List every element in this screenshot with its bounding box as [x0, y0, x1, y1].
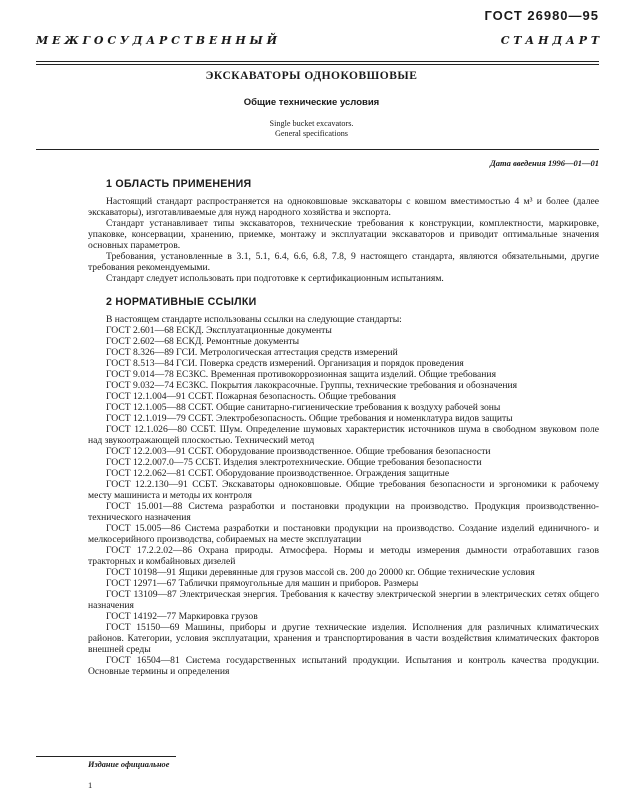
reference-item: ГОСТ 9.014—78 ЕСЗКС. Временная противокоррозионная защита изделий. Общие требования	[106, 369, 496, 380]
section-1-paragraph: Требования, установленные в 3.1, 5.1, 6.4, 6.6, 6.8, 7.8, 9 настоящего стандарта, являются обязательными, другие требования рекомендуемыми.	[88, 251, 599, 273]
reference-item: ГОСТ 12.2.007.0—75 ССБТ. Изделия электротехнические. Общие требования безопасности	[106, 457, 482, 468]
reference-item: ГОСТ 8.326—89 ГСИ. Метрологическая аттестация средств измерений	[106, 347, 398, 358]
reference-item: ГОСТ 12971—67 Таблички прямоугольные для машин и приборов. Размеры	[106, 578, 419, 589]
reference-item: ГОСТ 13109—87 Электрическая энергия. Требования к качеству электрической энергии в электрических сетях общего назначения	[88, 589, 599, 611]
reference-item: ГОСТ 12.1.005—88 ССБТ. Общие санитарно-гигиенические требования к воздуху рабочей зоны	[106, 402, 501, 413]
reference-item: ГОСТ 16504—81 Система государственных испытаний продукции. Испытания и контроль качества продукции. Основные термины и определения	[88, 655, 599, 677]
reference-item: ГОСТ 12.2.130—91 ССБТ. Экскаваторы одноковшовые. Общие требования безопасности и эргономики к рабочему месту машиниста и методы их контроля	[88, 479, 599, 501]
reference-item: ГОСТ 17.2.2.02—86 Охрана природы. Атмосфера. Нормы и методы измерения дымности отработавших газов тракторных и комбайновых дизелей	[88, 545, 599, 567]
reference-item: ГОСТ 12.1.026—80 ССБТ. Шум. Определение шумовых характеристик источников шума в свободном звуковом поле над звукоотражающей плоскостью. Технический метод	[88, 424, 599, 446]
section-1-paragraph: Стандарт следует использовать при подготовке к сертификационным испытаниям.	[106, 273, 444, 284]
subtitle-english: General specifications	[275, 129, 348, 138]
reference-item: ГОСТ 10198—91 Ящики деревянные для грузов массой св. 200 до 20000 кг. Общие технические условия	[106, 567, 535, 578]
section-1-paragraph: Стандарт устанавливает типы экскаваторов, технические требования к конструкции, комплектности, маркировке, упаковке, консервации, хранению, приемке, монтажу и эксплуатации экскаваторов и приводит оптимальные значения основных параметров.	[88, 218, 599, 251]
intro-date: Дата введения 1996—01—01	[489, 158, 599, 168]
title-english: Single bucket excavators.	[269, 119, 354, 128]
reference-item: ГОСТ 8.513—84 ГСИ. Поверка средств измерений. Организация и порядок проведения	[106, 358, 464, 369]
reference-lead: В настоящем стандарте использованы ссылки на следующие стандарты:	[106, 314, 402, 325]
body-content	[88, 174, 599, 677]
reference-item: ГОСТ 15.005—86 Система разработки и постановки продукции на производство. Создание изделий единичного- и мелкосерийного производства, собираемых на месте эксплуатации	[88, 523, 599, 545]
reference-list	[88, 314, 599, 677]
reference-item: ГОСТ 14192—77 Маркировка грузов	[106, 611, 258, 622]
section-1-paragraph: Настоящий стандарт распространяется на одноковшовые экскаваторы с ковшом вместимостью 4 м³ и более (далее экскаваторы), изготавливаемые для нужд народного хозяйства и экспорта.	[88, 196, 599, 218]
reference-item: ГОСТ 2.601—68 ЕСКД. Эксплуатационные документы	[106, 325, 332, 336]
banner-word-2: С Т А Н Д А Р Т	[500, 34, 599, 47]
reference-item: ГОСТ 12.2.003—91 ССБТ. Оборудование производственное. Общие требования безопасности	[106, 446, 491, 457]
section-1-heading: 1 ОБЛАСТЬ ПРИМЕНЕНИЯ	[106, 178, 252, 190]
reference-item: ГОСТ 12.1.004—91 ССБТ. Пожарная безопасность. Общие требования	[106, 391, 396, 402]
reference-item: ГОСТ 2.602—68 ЕСКД. Ремонтные документы	[106, 336, 300, 347]
reference-item: ГОСТ 12.1.019—79 ССБТ. Электробезопасность. Общие требования и номенклатура видов защиты	[106, 413, 513, 424]
page-number: 1	[88, 780, 93, 790]
section-2-heading: 2 НОРМАТИВНЫЕ ССЫЛКИ	[106, 296, 257, 308]
document-subtitle: Общие технические условия	[243, 97, 380, 108]
banner-word-1: М Е Ж Г О С У Д А Р С Т В Е Н Н Ы Й	[36, 34, 277, 47]
reference-item: ГОСТ 9.032—74 ЕСЗКС. Покрытия лакокрасочные. Группы, технические требования и обозначения	[106, 380, 518, 391]
doc-code: ГОСТ 26980—95	[484, 8, 599, 23]
standard-banner	[36, 34, 599, 52]
reference-item: ГОСТ 15150—69 Машины, приборы и другие технические изделия. Исполнения для различных климатических районов. Категории, условия эксплуатации, хранения и транспортирования в части воздействия климатических факторов внешней среды	[88, 622, 599, 655]
reference-item: ГОСТ 12.2.062—81 ССБТ. Оборудование производственное. Ограждения защитные	[106, 468, 450, 479]
header-rule	[36, 61, 599, 65]
footer-rule	[36, 756, 176, 757]
reference-item: ГОСТ 15.001—88 Система разработки и постановки продукции на производство. Продукция производственно-технического назначения	[88, 501, 599, 523]
footer-note: Издание официальное	[88, 760, 170, 769]
title-rule	[36, 149, 599, 150]
document-title: ЭКСКАВАТОРЫ ОДНОКОВШОВЫЕ	[205, 70, 418, 82]
